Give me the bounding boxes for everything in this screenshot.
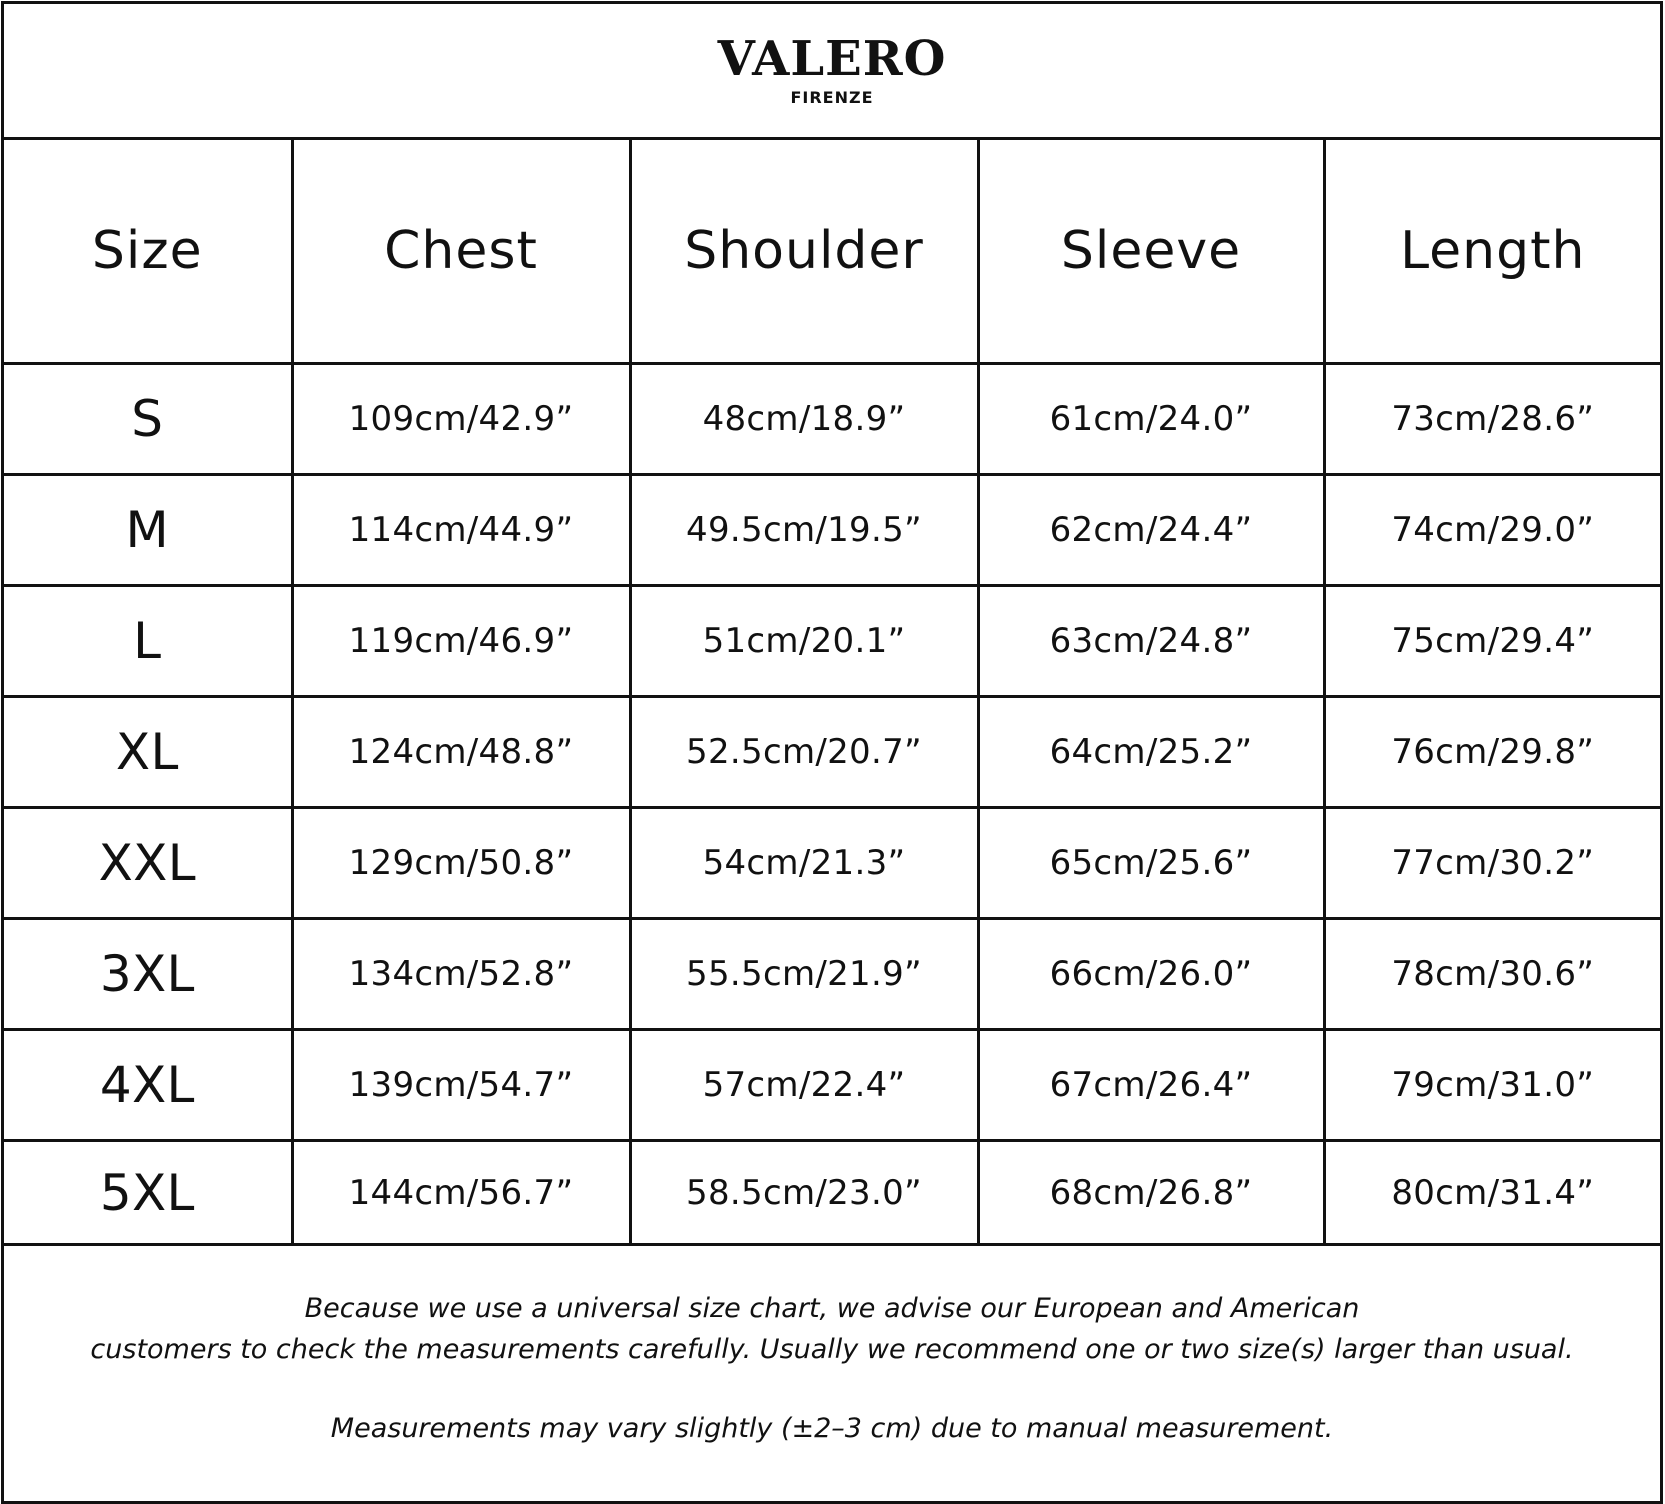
chest-cell: 139cm/54.7” — [292, 1030, 630, 1141]
length-cell: 76cm/29.8” — [1324, 697, 1660, 808]
chest-cell: 109cm/42.9” — [292, 364, 630, 475]
sleeve-cell: 64cm/25.2” — [978, 697, 1324, 808]
sizing-advice-line-1: Because we use a universal size chart, we advise our European and American — [304, 1293, 1360, 1324]
chest-cell: 134cm/52.8” — [292, 919, 630, 1030]
sleeve-cell: 66cm/26.0” — [978, 919, 1324, 1030]
shoulder-cell: 48cm/18.9” — [630, 364, 978, 475]
spacer — [4, 1370, 1660, 1408]
sleeve-cell: 62cm/24.4” — [978, 475, 1324, 586]
size-cell: 3XL — [4, 919, 292, 1030]
shoulder-cell: 51cm/20.1” — [630, 586, 978, 697]
size-cell: 4XL — [4, 1030, 292, 1141]
shoulder-cell: 58.5cm/23.0” — [630, 1141, 978, 1245]
chest-cell: 124cm/48.8” — [292, 697, 630, 808]
brand-logo: VALERO — [717, 31, 947, 87]
brand-header — [4, 4, 1660, 140]
header-shoulder: Shoulder — [630, 140, 978, 364]
sleeve-cell: 63cm/24.8” — [978, 586, 1324, 697]
table-row — [4, 808, 1660, 919]
footer-notes — [4, 1246, 1660, 1449]
size-cell: XXL — [4, 808, 292, 919]
size-table — [4, 140, 1660, 1246]
shoulder-cell: 55.5cm/21.9” — [630, 919, 978, 1030]
shoulder-cell: 52.5cm/20.7” — [630, 697, 978, 808]
size-cell: 5XL — [4, 1141, 292, 1245]
size-cell: M — [4, 475, 292, 586]
size-chart — [1, 1, 1663, 1504]
chest-cell: 114cm/44.9” — [292, 475, 630, 586]
table-row — [4, 586, 1660, 697]
sleeve-cell: 68cm/26.8” — [978, 1141, 1324, 1245]
header-length: Length — [1324, 140, 1660, 364]
sleeve-cell: 67cm/26.4” — [978, 1030, 1324, 1141]
length-cell: 77cm/30.2” — [1324, 808, 1660, 919]
table-row — [4, 919, 1660, 1030]
length-cell: 73cm/28.6” — [1324, 364, 1660, 475]
table-row — [4, 1141, 1660, 1245]
shoulder-cell: 54cm/21.3” — [630, 808, 978, 919]
sleeve-cell: 61cm/24.0” — [978, 364, 1324, 475]
header-row — [4, 140, 1660, 364]
shoulder-cell: 49.5cm/19.5” — [630, 475, 978, 586]
brand-subtitle: FIRENZE — [790, 88, 874, 107]
size-cell: L — [4, 586, 292, 697]
measurement-disclaimer: Measurements may vary slightly (±2–3 cm) due to manual measurement. — [330, 1413, 1334, 1444]
length-cell: 74cm/29.0” — [1324, 475, 1660, 586]
table-row — [4, 475, 1660, 586]
chest-cell: 144cm/56.7” — [292, 1141, 630, 1245]
size-cell: XL — [4, 697, 292, 808]
sizing-advice-line-2: customers to check the measurements carefully. Usually we recommend one or two size(s) larger than usual. — [90, 1334, 1574, 1365]
length-cell: 75cm/29.4” — [1324, 586, 1660, 697]
length-cell: 79cm/31.0” — [1324, 1030, 1660, 1141]
table-row — [4, 1030, 1660, 1141]
size-cell: S — [4, 364, 292, 475]
chest-cell: 129cm/50.8” — [292, 808, 630, 919]
header-chest: Chest — [292, 140, 630, 364]
table-row — [4, 697, 1660, 808]
table-row — [4, 364, 1660, 475]
header-size: Size — [4, 140, 292, 364]
header-sleeve: Sleeve — [978, 140, 1324, 364]
chest-cell: 119cm/46.9” — [292, 586, 630, 697]
sleeve-cell: 65cm/25.6” — [978, 808, 1324, 919]
length-cell: 80cm/31.4” — [1324, 1141, 1660, 1245]
shoulder-cell: 57cm/22.4” — [630, 1030, 978, 1141]
length-cell: 78cm/30.6” — [1324, 919, 1660, 1030]
